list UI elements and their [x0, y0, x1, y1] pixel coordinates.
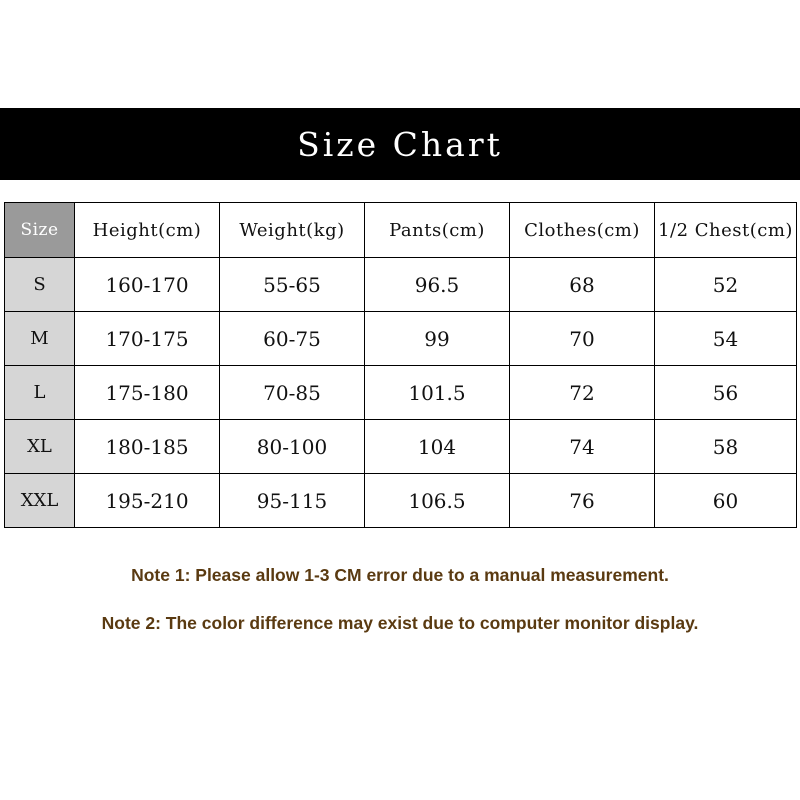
cell-half-chest: 58: [655, 420, 797, 474]
cell-size: M: [5, 312, 75, 366]
cell-clothes: 76: [510, 474, 655, 528]
column-header-weight: Weight(kg): [220, 203, 365, 258]
cell-pants: 101.5: [365, 366, 510, 420]
cell-clothes: 68: [510, 258, 655, 312]
cell-half-chest: 54: [655, 312, 797, 366]
column-header-clothes: Clothes(cm): [510, 203, 655, 258]
cell-half-chest: 52: [655, 258, 797, 312]
note-1: Note 1: Please allow 1-3 CM error due to a manual measurement.: [131, 565, 669, 585]
table-body: [5, 258, 797, 528]
table-row: [5, 366, 797, 420]
cell-clothes: 72: [510, 366, 655, 420]
table-row: [5, 420, 797, 474]
cell-clothes: 74: [510, 420, 655, 474]
cell-weight: 70-85: [220, 366, 365, 420]
cell-weight: 80-100: [220, 420, 365, 474]
cell-height: 170-175: [75, 312, 220, 366]
column-header-height: Height(cm): [75, 203, 220, 258]
cell-height: 180-185: [75, 420, 220, 474]
notes-section: [0, 565, 800, 634]
page-title: Size Chart: [297, 124, 503, 164]
table-header-row: [5, 203, 797, 258]
cell-half-chest: 56: [655, 366, 797, 420]
cell-pants: 104: [365, 420, 510, 474]
table-row: [5, 312, 797, 366]
column-header-size: Size: [5, 203, 75, 258]
cell-pants: 96.5: [365, 258, 510, 312]
cell-pants: 106.5: [365, 474, 510, 528]
column-header-half-chest: 1/2 Chest(cm): [655, 203, 797, 258]
table-row: [5, 474, 797, 528]
cell-half-chest: 60: [655, 474, 797, 528]
cell-weight: 60-75: [220, 312, 365, 366]
title-banner: [0, 108, 800, 180]
cell-weight: 55-65: [220, 258, 365, 312]
cell-size: S: [5, 258, 75, 312]
column-header-pants: Pants(cm): [365, 203, 510, 258]
cell-height: 175-180: [75, 366, 220, 420]
cell-height: 195-210: [75, 474, 220, 528]
cell-clothes: 70: [510, 312, 655, 366]
cell-pants: 99: [365, 312, 510, 366]
cell-weight: 95-115: [220, 474, 365, 528]
note-2: Note 2: The color difference may exist due to computer monitor display.: [101, 613, 699, 633]
cell-size: L: [5, 366, 75, 420]
cell-size: XL: [5, 420, 75, 474]
cell-height: 160-170: [75, 258, 220, 312]
table-row: [5, 258, 797, 312]
table-header: [5, 203, 797, 258]
size-chart-table: [4, 202, 797, 528]
cell-size: XXL: [5, 474, 75, 528]
